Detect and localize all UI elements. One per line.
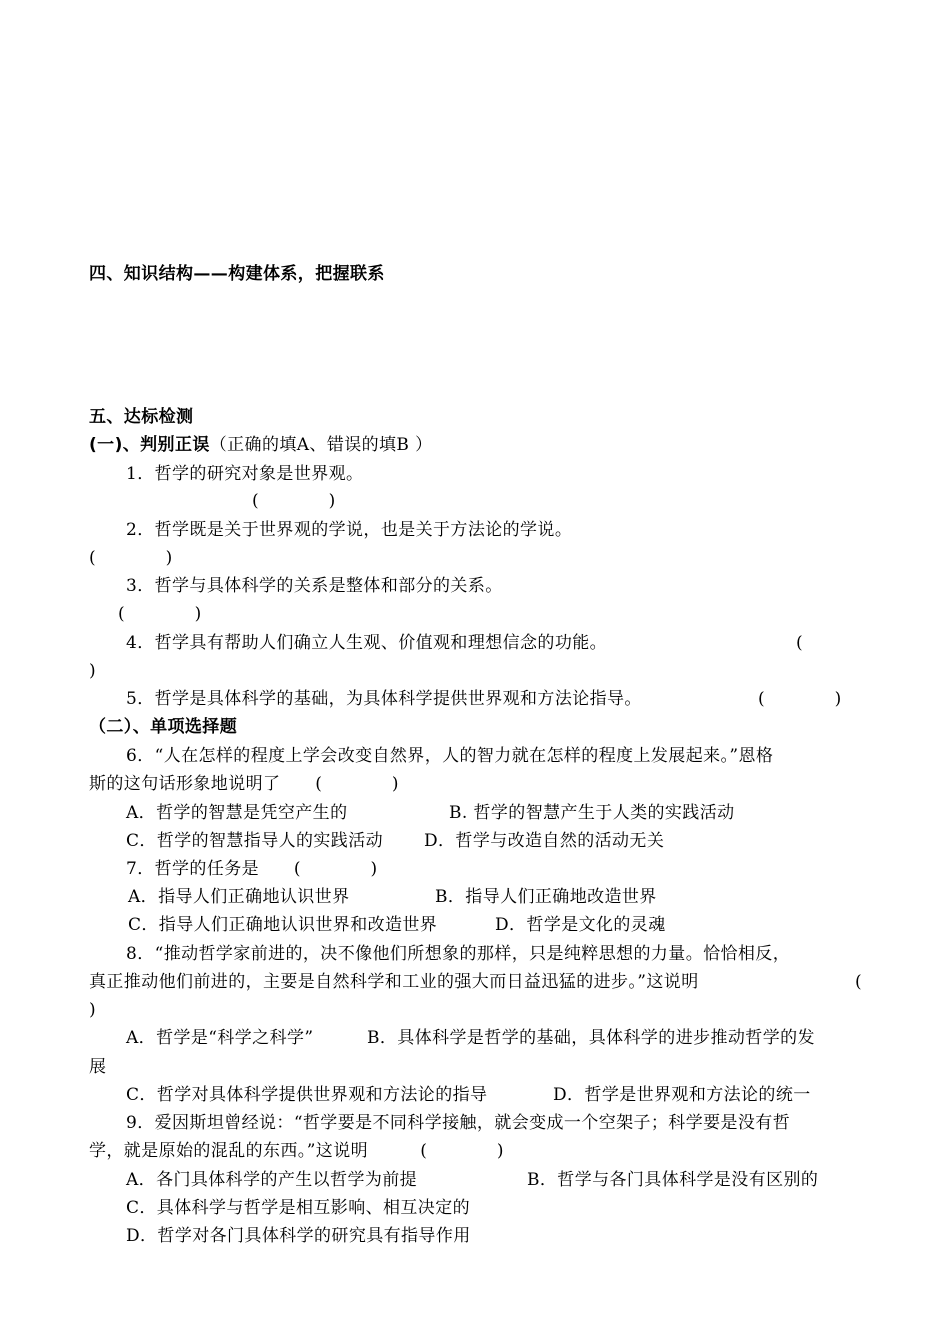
q7-option-c: C．指导人们正确地认识世界和改造世界 — [128, 915, 438, 935]
q9-option-d: D．哲学对各门具体科学的研究具有指导作用 — [126, 1226, 471, 1246]
q9-option-c: C．具体科学与哲学是相互影响、相互决定的 — [126, 1198, 471, 1218]
part1-note: （正确的填A、错误的填B ） — [209, 435, 433, 455]
q6-line2: 斯的这句话形象地说明了 ( ) — [89, 774, 399, 794]
q4-answer-open: ( — [796, 633, 804, 653]
q1-answer: ( ) — [252, 491, 336, 511]
q9-line2: 学，就是原始的混乱的东西。”这说明 ( ) — [89, 1141, 504, 1161]
q7-option-b: B．指导人们正确地改造世界 — [435, 887, 657, 907]
q8-option-b: B．具体科学是哲学的基础，具体科学的进步推动哲学的发 — [367, 1028, 815, 1048]
q8-line2: 真正推动他们前进的，主要是自然科学和工业的强大而日益迅猛的进步。”这说明 — [89, 972, 699, 992]
part1-title-line — [89, 434, 433, 456]
q9-option-a: A．各门具体科学的产生以哲学为前提 — [126, 1170, 418, 1190]
q6-option-b: B. 哲学的智慧产生于人类的实践活动 — [449, 803, 735, 823]
q3-stem: 3．哲学与具体科学的关系是整体和部分的关系。 — [126, 576, 503, 596]
q7-option-d: D．哲学是文化的灵魂 — [495, 915, 666, 935]
q5-answer: ( ) — [758, 689, 842, 709]
q8-option-b-cont: 展 — [89, 1057, 107, 1077]
q6-line1: 6．“人在怎样的程度上学会改变自然界，人的智力就在怎样的程度上发展起来。”恩格 — [126, 746, 774, 766]
q5-stem: 5．哲学是具体科学的基础，为具体科学提供世界观和方法论指导。 — [126, 689, 642, 709]
q9-option-b: B．哲学与各门具体科学是没有区别的 — [527, 1170, 819, 1190]
q8-paren-close: ) — [89, 1000, 97, 1020]
q4-answer-close: ) — [89, 661, 97, 681]
q2-stem: 2．哲学既是关于世界观的学说，也是关于方法论的学说。 — [126, 520, 573, 540]
q8-option-d: D．哲学是世界观和方法论的统一 — [553, 1085, 811, 1105]
part1-title: (一)、判别正误 — [89, 435, 210, 455]
q6-option-d: D．哲学与改造自然的活动无关 — [424, 831, 665, 851]
section4-heading: 四、知识结构——构建体系，把握联系 — [89, 264, 385, 284]
q7-line1: 7．哲学的任务是 ( ) — [126, 859, 378, 879]
q2-answer: ( ) — [89, 548, 173, 568]
section5-heading: 五、达标检测 — [89, 407, 194, 427]
q8-line1: 8．“推动哲学家前进的，决不像他们所想象的那样，只是纯粹思想的力量。恰恰相反， — [126, 944, 791, 964]
q1-stem: 1．哲学的研究对象是世界观。 — [126, 464, 364, 484]
q6-option-c: C．哲学的智慧指导人的实践活动 — [126, 831, 384, 851]
q4-stem: 4．哲学具有帮助人们确立人生观、价值观和理想信念的功能。 — [126, 633, 608, 653]
q8-option-a: A．哲学是“科学之科学” — [126, 1028, 314, 1048]
q9-line1: 9．爱因斯坦曾经说：“哲学要是不同科学接触，就会变成一个空架子；科学要是没有哲 — [126, 1113, 791, 1133]
q8-option-c: C．哲学对具体科学提供世界观和方法论的指导 — [126, 1085, 488, 1105]
q7-option-a: A．指导人们正确地认识世界 — [128, 887, 350, 907]
q6-option-a: A．哲学的智慧是凭空产生的 — [126, 803, 348, 823]
q8-paren-open: ( — [855, 972, 863, 992]
part2-title: （二）、单项选择题 — [89, 717, 238, 737]
q3-answer: ( ) — [118, 604, 202, 624]
